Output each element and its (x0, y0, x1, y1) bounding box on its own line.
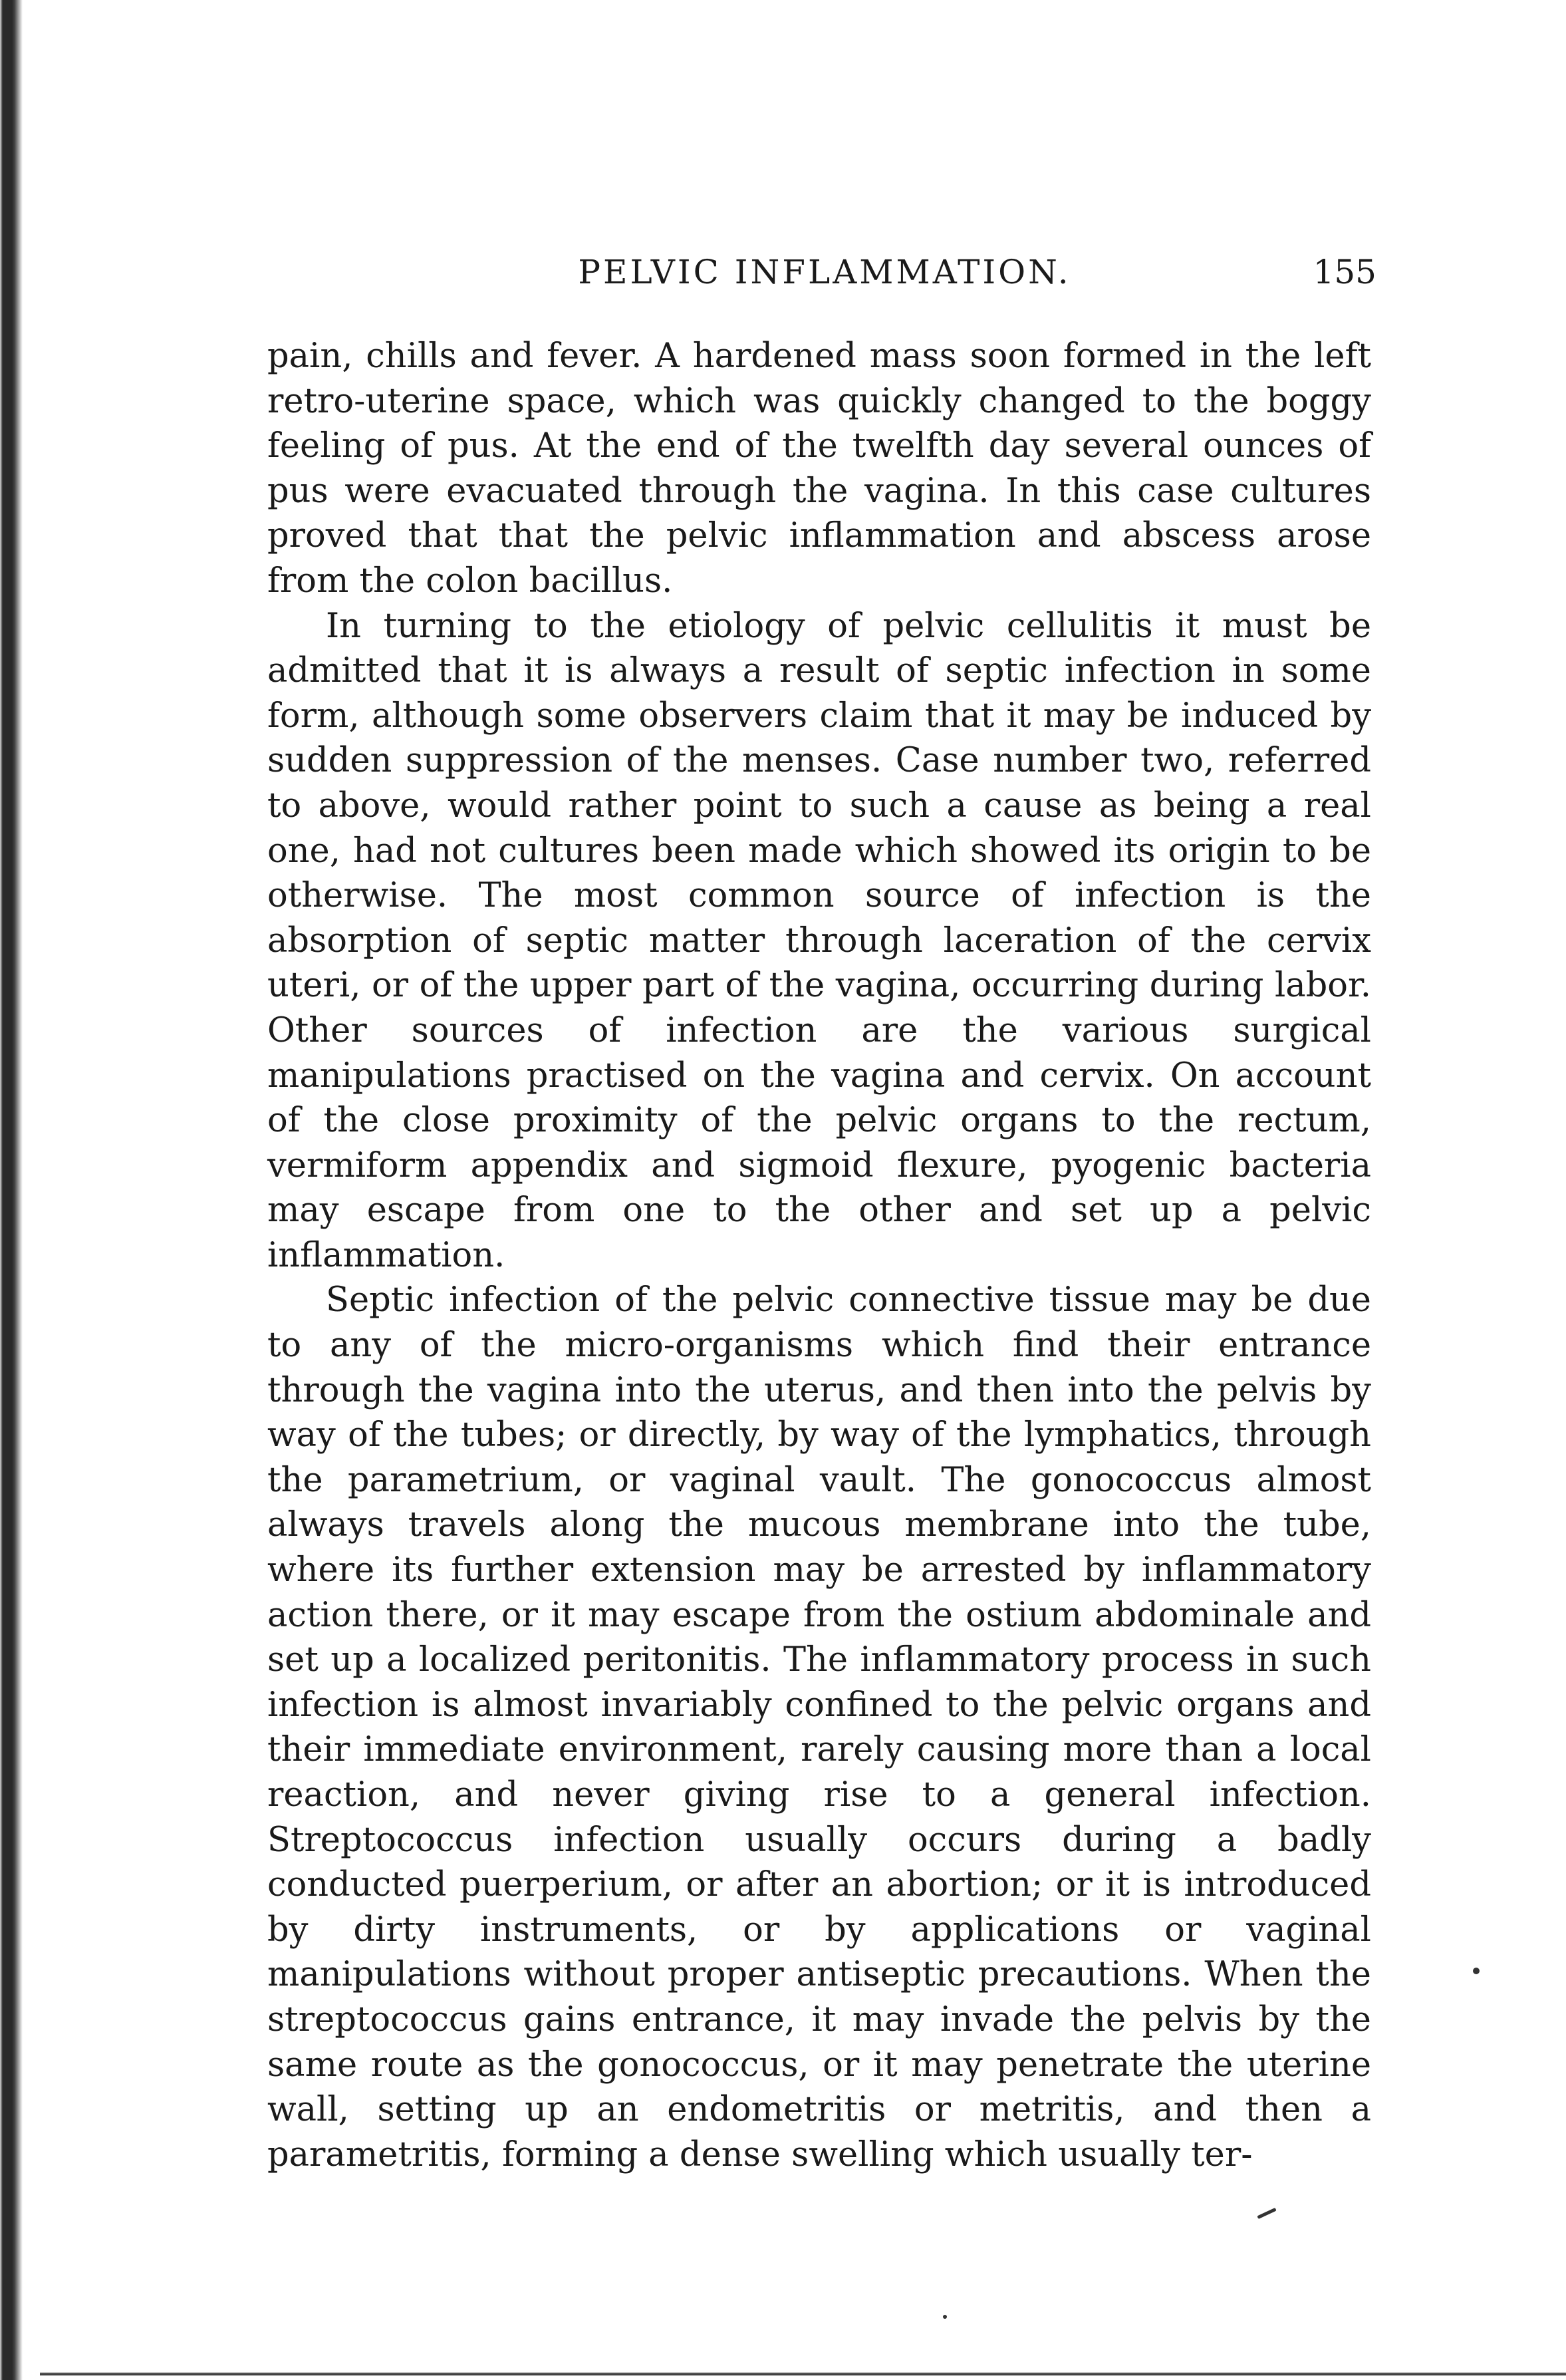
binding-edge (0, 0, 23, 2380)
paragraph-1: pain, chills and fever. A hardened mass soon formed in the left retro-uterine space, which was quickly changed to the boggy feeling of pus. At the end of the twelfth day several ounces of pus were evacuated through the vagina. In this case cultures proved that that the pelvic inflammation and abscess arose from the colon bacillus. (267, 337, 1371, 601)
paragraph-3: Septic infection of the pelvic connective tissue may be due to any of the micro-organisms which find their entrance through the vagina into the uterus, and then into the pelvis by way of the tubes; or directly, by way of the lymphatics, through the parametrium, or vaginal vault. The gonococcus almost always travels along the mucous membrane into the tube, where its further extension may be arrested by inflammatory action there, or it may escape from the ostium abdominale and set up a localized peritonitis. The inflammatory process in such infection is almost invariably confined to the pelvic organs and their immediate environment, rarely causing more than a local reaction, and never giving rise to a general infection. Streptococcus infection usually occurs during a badly conducted puerperium, or after an abortion; or it is introduced by dirty instruments, or by applications or vaginal manipulations without proper antiseptic precautions. When the streptococcus gains entrance, it may invade the pelvis by the same route as the gonococcus, or it may penetrate the uterine wall, setting up an endometritis or metritis, and then a parametritis, forming a dense swelling which usually ter- (267, 1280, 1371, 2174)
page-number: 155 (1313, 253, 1376, 291)
paragraph-2-part-b: Other sources of infection are the various surgical manipulations practised on the vagina and cervix. On account of the close proximity of the pelvic organs to the rectum, vermiform appendix and sigmoid flexure, pyogenic bacteria may escape from one to the other and set up a pelvic inflammation. (267, 1010, 1371, 1275)
print-speck (943, 2315, 947, 2319)
page-header (273, 253, 1376, 299)
print-speck (1473, 1968, 1480, 1974)
running-head: PELVIC INFLAMMATION. (578, 253, 1071, 291)
paragraph-2 (267, 604, 1371, 1278)
print-speck (1257, 2208, 1276, 2219)
paragraph-2-part-a: In turning to the etiology of pelvic cellulitis it must be admitted that it is always a result of septic infection in some form, although some observers claim that it may be induced by sudden suppression of the menses. Case number two, referred to above, would rather point to such a cause as being a real one, had not cultures been made which showed its origin to be otherwise. The most common source of infection is the absorption of septic matter through laceration of the cervix uteri, or of the upper part of the vagina, occurring during labor. (267, 606, 1371, 1006)
page-bottom-rule (40, 2372, 1566, 2376)
body-text (267, 334, 1371, 2177)
